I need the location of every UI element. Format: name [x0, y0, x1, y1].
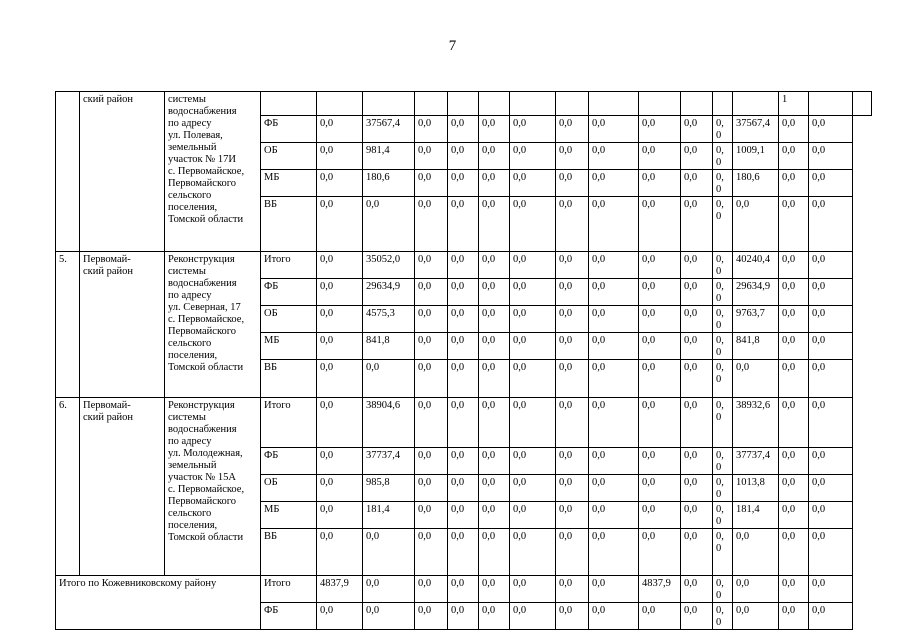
value-cell: 0,0 — [779, 398, 809, 448]
value-cell: 4837,9 — [317, 576, 363, 603]
value-cell: 0,0 — [809, 398, 853, 448]
value-cell — [415, 92, 448, 116]
value-cell: 0,0 — [363, 603, 415, 630]
value-cell: 37567,4 — [733, 116, 779, 143]
value-cell: 0,0 — [479, 143, 510, 170]
value-cell: 0,0 — [448, 306, 479, 333]
value-cell: 0,0 — [681, 143, 713, 170]
value-cell: 0,0 — [589, 448, 639, 475]
value-cell: 0,0 — [681, 333, 713, 360]
value-cell: 0,0 — [809, 475, 853, 502]
funding-source: ФБ — [261, 116, 317, 143]
value-cell: 0,0 — [448, 197, 479, 252]
value-cell: 0,0 — [415, 170, 448, 197]
funding-source: Итого — [261, 576, 317, 603]
value-cell: 38904,6 — [363, 398, 415, 448]
value-cell: 0,0 — [713, 333, 733, 360]
value-cell: 0,0 — [779, 170, 809, 197]
value-cell: 0,0 — [681, 502, 713, 529]
value-cell: 0,0 — [317, 603, 363, 630]
value-cell: 0,0 — [779, 252, 809, 279]
value-cell: 0,0 — [415, 576, 448, 603]
value-cell: 0,0 — [589, 398, 639, 448]
value-cell: 0,0 — [639, 448, 681, 475]
value-cell: 0,0 — [448, 252, 479, 279]
value-cell: 0,0 — [809, 306, 853, 333]
value-cell: 0,0 — [681, 603, 713, 630]
funding-source: ВБ — [261, 360, 317, 398]
value-cell: 0,0 — [479, 360, 510, 398]
value-cell: 0,0 — [779, 143, 809, 170]
value-cell: 0,0 — [510, 306, 556, 333]
value-cell: 0,0 — [479, 306, 510, 333]
value-cell: 0,0 — [556, 252, 589, 279]
value-cell: 0,0 — [809, 116, 853, 143]
funding-source: МБ — [261, 333, 317, 360]
value-cell: 0,0 — [713, 529, 733, 576]
value-cell: 0,0 — [589, 475, 639, 502]
value-cell: 0,0 — [589, 197, 639, 252]
value-cell: 0,0 — [317, 502, 363, 529]
value-cell: 0,0 — [779, 475, 809, 502]
funding-source: Итого — [261, 398, 317, 448]
value-cell: 37737,4 — [733, 448, 779, 475]
value-cell: 0,0 — [510, 170, 556, 197]
value-cell: 9763,7 — [733, 306, 779, 333]
value-cell: 0,0 — [479, 529, 510, 576]
value-cell: 0,0 — [779, 502, 809, 529]
value-cell — [363, 92, 415, 116]
value-cell: 0,0 — [415, 116, 448, 143]
value-cell: 0,0 — [713, 502, 733, 529]
value-cell: 0,0 — [479, 252, 510, 279]
value-cell: 0,0 — [639, 306, 681, 333]
value-cell: 0,0 — [448, 576, 479, 603]
funding-source — [261, 92, 317, 116]
value-cell: 0,0 — [639, 170, 681, 197]
value-cell: 0,0 — [681, 398, 713, 448]
value-cell: 37567,4 — [363, 116, 415, 143]
value-cell: 0,0 — [681, 306, 713, 333]
funding-source: Итого — [261, 252, 317, 279]
value-cell: 0,0 — [415, 279, 448, 306]
value-cell: 181,4 — [363, 502, 415, 529]
value-cell: 0,0 — [317, 197, 363, 252]
value-cell: 0,0 — [713, 576, 733, 603]
value-cell: 0,0 — [589, 502, 639, 529]
value-cell: 0,0 — [510, 143, 556, 170]
value-cell — [448, 92, 479, 116]
value-cell — [681, 92, 713, 116]
value-cell: 0,0 — [809, 360, 853, 398]
value-cell: 0,0 — [589, 116, 639, 143]
value-cell: 0,0 — [479, 116, 510, 143]
value-cell: 0,0 — [639, 502, 681, 529]
value-cell: 0,0 — [713, 603, 733, 630]
project-description: системы водоснабжения по адресу ул. Полевая, земельный участок № 17И с. Первомайское, Первомайского сельского поселения, Томской области — [165, 92, 261, 252]
value-cell: 0,0 — [639, 398, 681, 448]
value-cell: 0,0 — [681, 197, 713, 252]
value-cell — [317, 92, 363, 116]
value-cell: 0,0 — [479, 197, 510, 252]
value-cell: 0,0 — [809, 197, 853, 252]
value-cell: 0,0 — [415, 603, 448, 630]
value-cell: 0,0 — [556, 576, 589, 603]
value-cell: 0,0 — [363, 197, 415, 252]
funding-source: ОБ — [261, 475, 317, 502]
value-cell: 0,0 — [779, 360, 809, 398]
value-cell: 4837,9 — [639, 576, 681, 603]
value-cell: 0,0 — [556, 306, 589, 333]
value-cell: 0,0 — [317, 170, 363, 197]
value-cell: 0,0 — [809, 170, 853, 197]
budget-table — [55, 91, 872, 630]
value-cell: 0,0 — [589, 306, 639, 333]
value-cell: 0,0 — [479, 576, 510, 603]
value-cell — [713, 92, 733, 116]
value-cell: 0,0 — [779, 306, 809, 333]
value-cell: 0,0 — [779, 603, 809, 630]
value-cell: 0,0 — [639, 116, 681, 143]
value-cell: 0,0 — [415, 398, 448, 448]
value-cell: 0,0 — [809, 333, 853, 360]
value-cell: 0,0 — [779, 529, 809, 576]
value-cell: 0,0 — [510, 475, 556, 502]
value-cell: 0,0 — [415, 502, 448, 529]
value-cell: 0,0 — [639, 360, 681, 398]
value-cell: 0,0 — [681, 170, 713, 197]
value-cell: 0,0 — [681, 529, 713, 576]
value-cell: 0,0 — [317, 333, 363, 360]
table-row — [56, 92, 872, 116]
value-cell: 0,0 — [556, 279, 589, 306]
value-cell: 0,0 — [448, 143, 479, 170]
value-cell: 0,0 — [713, 306, 733, 333]
value-cell: 0,0 — [479, 398, 510, 448]
value-cell: 0,0 — [681, 475, 713, 502]
value-cell: 0,0 — [415, 252, 448, 279]
value-cell: 0,0 — [510, 398, 556, 448]
row-number: 5. — [56, 252, 80, 398]
table-row — [56, 252, 872, 279]
value-cell: 0,0 — [733, 603, 779, 630]
value-cell: 0,0 — [639, 603, 681, 630]
value-cell: 38932,6 — [733, 398, 779, 448]
value-cell: 981,4 — [363, 143, 415, 170]
value-cell: 0,0 — [317, 116, 363, 143]
value-cell: 0,0 — [556, 143, 589, 170]
value-cell: 0,0 — [589, 333, 639, 360]
row-number: 6. — [56, 398, 80, 576]
value-cell: 0,0 — [510, 116, 556, 143]
value-cell: 0,0 — [809, 529, 853, 576]
value-cell: 0,0 — [779, 448, 809, 475]
value-cell: 0,0 — [415, 529, 448, 576]
value-cell: 0,0 — [317, 306, 363, 333]
value-cell: 181,4 — [733, 502, 779, 529]
value-cell: 0,0 — [556, 448, 589, 475]
value-cell: 0,0 — [809, 502, 853, 529]
value-cell: 841,8 — [733, 333, 779, 360]
value-cell: 0,0 — [479, 279, 510, 306]
funding-source: ВБ — [261, 529, 317, 576]
district-name: Первомай- ский район — [80, 398, 165, 576]
value-cell: 1 — [779, 92, 809, 116]
value-cell: 0,0 — [733, 197, 779, 252]
value-cell: 0,0 — [589, 170, 639, 197]
value-cell: 0,0 — [415, 143, 448, 170]
value-cell: 0,0 — [681, 360, 713, 398]
value-cell: 0,0 — [510, 279, 556, 306]
value-cell — [639, 92, 681, 116]
value-cell: 0,0 — [415, 197, 448, 252]
value-cell: 0,0 — [589, 279, 639, 306]
value-cell: 0,0 — [556, 333, 589, 360]
value-cell: 0,0 — [733, 360, 779, 398]
value-cell: 0,0 — [317, 143, 363, 170]
value-cell: 0,0 — [448, 475, 479, 502]
value-cell: 0,0 — [713, 197, 733, 252]
value-cell: 0,0 — [809, 279, 853, 306]
value-cell: 0,0 — [589, 143, 639, 170]
value-cell: 29634,9 — [733, 279, 779, 306]
value-cell: 0,0 — [733, 529, 779, 576]
value-cell: 841,8 — [363, 333, 415, 360]
value-cell — [589, 92, 639, 116]
value-cell: 0,0 — [510, 603, 556, 630]
value-cell: 0,0 — [809, 576, 853, 603]
value-cell: 0,0 — [448, 529, 479, 576]
funding-source: ОБ — [261, 143, 317, 170]
value-cell: 0,0 — [317, 475, 363, 502]
value-cell: 0,0 — [556, 529, 589, 576]
value-cell: 0,0 — [556, 502, 589, 529]
value-cell: 0,0 — [448, 502, 479, 529]
funding-source: ФБ — [261, 603, 317, 630]
value-cell: 0,0 — [639, 475, 681, 502]
value-cell: 0,0 — [589, 576, 639, 603]
value-cell: 29634,9 — [363, 279, 415, 306]
value-cell: 0,0 — [556, 475, 589, 502]
value-cell: 37737,4 — [363, 448, 415, 475]
value-cell: 0,0 — [713, 448, 733, 475]
value-cell: 0,0 — [510, 502, 556, 529]
value-cell — [809, 92, 853, 116]
value-cell — [510, 92, 556, 116]
district-name: ский район — [80, 92, 165, 252]
value-cell — [479, 92, 510, 116]
value-cell: 0,0 — [479, 502, 510, 529]
value-cell: 0,0 — [556, 398, 589, 448]
value-cell: 35052,0 — [363, 252, 415, 279]
funding-source: ФБ — [261, 279, 317, 306]
value-cell: 0,0 — [363, 529, 415, 576]
value-cell: 0,0 — [779, 279, 809, 306]
value-cell: 0,0 — [681, 116, 713, 143]
value-cell: 0,0 — [448, 448, 479, 475]
value-cell: 0,0 — [589, 603, 639, 630]
value-cell: 0,0 — [639, 529, 681, 576]
value-cell: 0,0 — [448, 116, 479, 143]
value-cell — [733, 92, 779, 116]
value-cell: 0,0 — [809, 448, 853, 475]
row-number — [56, 92, 80, 252]
value-cell: 0,0 — [639, 143, 681, 170]
value-cell: 0,0 — [415, 306, 448, 333]
value-cell: 0,0 — [713, 116, 733, 143]
value-cell: 0,0 — [639, 333, 681, 360]
value-cell: 0,0 — [809, 603, 853, 630]
value-cell: 0,0 — [713, 475, 733, 502]
funding-source: ВБ — [261, 197, 317, 252]
value-cell — [556, 92, 589, 116]
value-cell: 0,0 — [415, 360, 448, 398]
funding-source: МБ — [261, 170, 317, 197]
value-cell: 0,0 — [556, 116, 589, 143]
funding-source: ОБ — [261, 306, 317, 333]
value-cell: 0,0 — [448, 360, 479, 398]
value-cell: 0,0 — [713, 170, 733, 197]
value-cell: 0,0 — [415, 475, 448, 502]
value-cell: 0,0 — [479, 603, 510, 630]
value-cell: 0,0 — [479, 475, 510, 502]
value-cell: 0,0 — [510, 197, 556, 252]
value-cell: 0,0 — [317, 448, 363, 475]
value-cell: 0,0 — [448, 333, 479, 360]
value-cell: 0,0 — [779, 197, 809, 252]
value-cell: 0,0 — [809, 252, 853, 279]
value-cell: 0,0 — [779, 116, 809, 143]
district-name: Первомай- ский район — [80, 252, 165, 398]
value-cell: 0,0 — [510, 576, 556, 603]
value-cell: 0,0 — [809, 143, 853, 170]
value-cell: 0,0 — [479, 448, 510, 475]
value-cell: 180,6 — [363, 170, 415, 197]
page-number: 7 — [448, 38, 457, 54]
value-cell: 0,0 — [510, 529, 556, 576]
value-cell: 0,0 — [639, 252, 681, 279]
value-cell — [853, 92, 872, 116]
value-cell: 0,0 — [713, 360, 733, 398]
value-cell: 985,8 — [363, 475, 415, 502]
value-cell: 0,0 — [713, 252, 733, 279]
value-cell: 0,0 — [556, 603, 589, 630]
value-cell: 0,0 — [713, 143, 733, 170]
value-cell: 0,0 — [510, 333, 556, 360]
project-description: Реконструкция системы водоснабжения по адресу ул. Молодежная, земельный участок № 15А с. Первомайское, Первомайского сельского поселения, Томской области — [165, 398, 261, 576]
value-cell: 1013,8 — [733, 475, 779, 502]
value-cell: 0,0 — [363, 360, 415, 398]
value-cell: 0,0 — [317, 252, 363, 279]
value-cell: 0,0 — [317, 360, 363, 398]
value-cell: 0,0 — [713, 398, 733, 448]
value-cell: 0,0 — [317, 398, 363, 448]
value-cell: 0,0 — [556, 197, 589, 252]
value-cell: 0,0 — [589, 360, 639, 398]
project-description: Реконструкция системы водоснабжения по адресу ул. Северная, 17 с. Первомайское, Первомайского сельского поселения, Томской области — [165, 252, 261, 398]
value-cell: 0,0 — [779, 576, 809, 603]
value-cell: 0,0 — [510, 252, 556, 279]
value-cell: 180,6 — [733, 170, 779, 197]
value-cell: 0,0 — [639, 197, 681, 252]
value-cell: 0,0 — [448, 170, 479, 197]
value-cell: 0,0 — [448, 279, 479, 306]
funding-source: ФБ — [261, 448, 317, 475]
value-cell: 0,0 — [479, 333, 510, 360]
value-cell: 0,0 — [779, 333, 809, 360]
value-cell: 4575,3 — [363, 306, 415, 333]
value-cell: 0,0 — [713, 279, 733, 306]
value-cell: 0,0 — [317, 529, 363, 576]
value-cell: 0,0 — [681, 252, 713, 279]
value-cell: 0,0 — [639, 279, 681, 306]
value-cell: 0,0 — [363, 576, 415, 603]
value-cell: 1009,1 — [733, 143, 779, 170]
value-cell: 0,0 — [415, 448, 448, 475]
total-label: Итого по Кожевниковскому району — [56, 576, 261, 630]
value-cell: 0,0 — [317, 279, 363, 306]
value-cell: 0,0 — [681, 576, 713, 603]
value-cell: 0,0 — [556, 360, 589, 398]
value-cell: 0,0 — [448, 398, 479, 448]
value-cell: 0,0 — [681, 279, 713, 306]
value-cell: 0,0 — [681, 448, 713, 475]
value-cell: 0,0 — [510, 448, 556, 475]
value-cell: 0,0 — [589, 252, 639, 279]
value-cell: 0,0 — [510, 360, 556, 398]
funding-source: МБ — [261, 502, 317, 529]
table-row — [56, 398, 872, 448]
value-cell: 0,0 — [589, 529, 639, 576]
value-cell: 0,0 — [556, 170, 589, 197]
value-cell: 0,0 — [479, 170, 510, 197]
value-cell: 40240,4 — [733, 252, 779, 279]
value-cell: 0,0 — [415, 333, 448, 360]
table-row — [56, 576, 872, 603]
value-cell: 0,0 — [448, 603, 479, 630]
value-cell: 0,0 — [733, 576, 779, 603]
